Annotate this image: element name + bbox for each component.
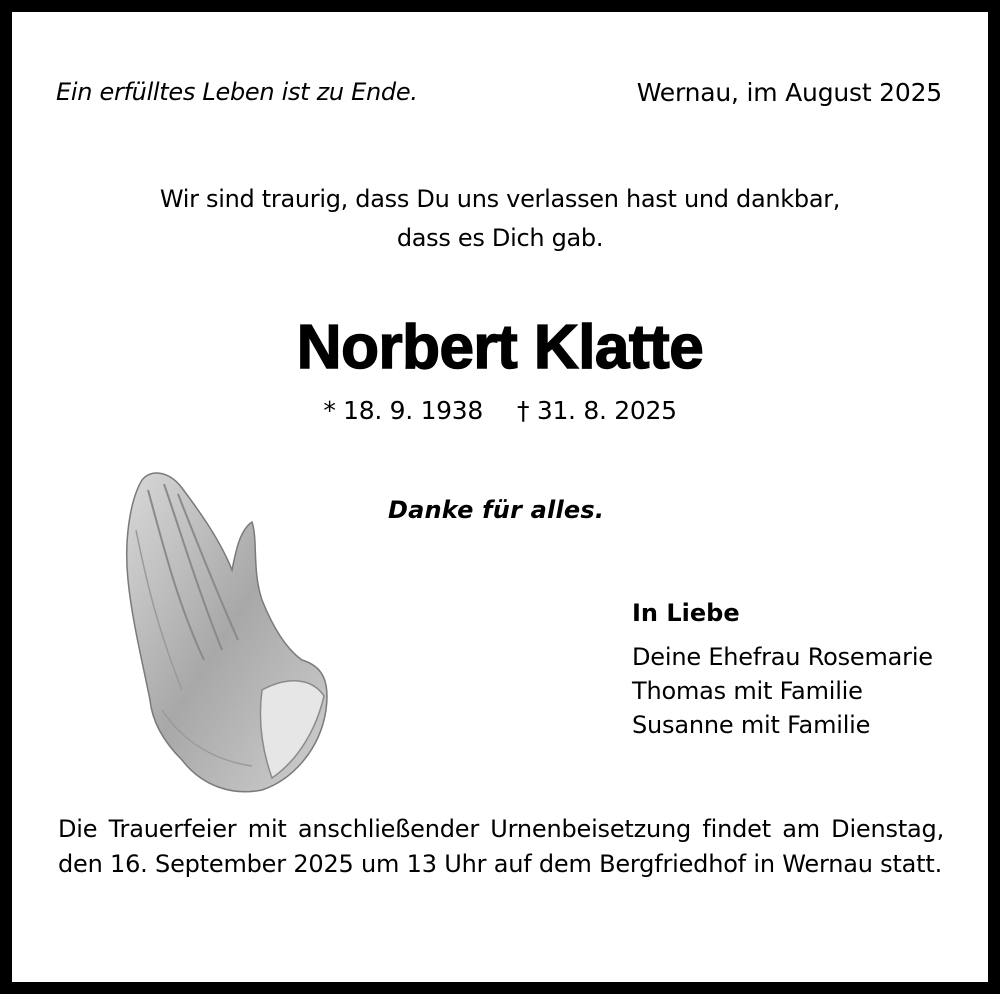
thanks-text: Danke für alles. (388, 496, 605, 524)
praying-hands-icon (112, 460, 330, 796)
funeral-notice: Die Trauerfeier mit anschließender Urnenbeisetzung findet am Dienstag, den 16. September 2025 um 13 Uhr auf dem Bergfriedhof in Wernau statt. (58, 815, 944, 878)
mourners-list (632, 640, 933, 742)
mourners-title: In Liebe (632, 599, 740, 627)
motto: Ein erfülltes Leben ist zu Ende. (56, 78, 418, 106)
mourner-name: Thomas mit Familie (632, 677, 863, 705)
birth-date: * 18. 9. 1938 (323, 396, 483, 425)
death-date: † 31. 8. 2025 (517, 396, 677, 425)
quote (12, 180, 988, 258)
obituary-notice (12, 12, 988, 982)
deceased-name: Norbert Klatte (296, 313, 704, 382)
place-date: Wernau, im August 2025 (636, 78, 942, 107)
quote-line-1: Wir sind traurig, dass Du uns verlassen hast und dankbar, (159, 185, 841, 213)
quote-line-2: dass es Dich gab. (396, 224, 604, 252)
mourner-name: Susanne mit Familie (632, 711, 871, 739)
mourner-name: Deine Ehefrau Rosemarie (632, 643, 933, 671)
life-dates (12, 396, 988, 425)
